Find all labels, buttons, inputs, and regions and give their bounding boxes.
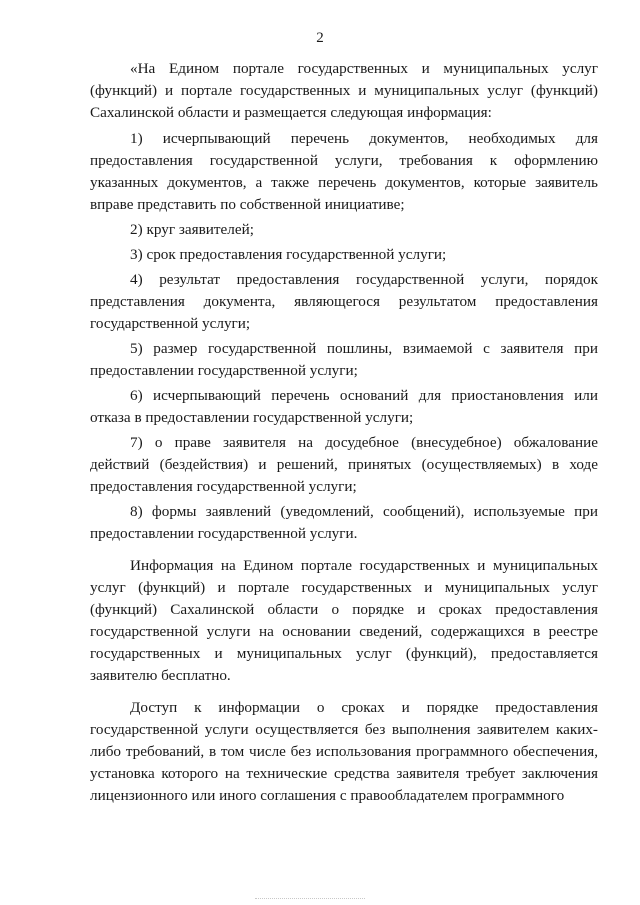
page-number: 2 bbox=[316, 30, 324, 46]
paragraph-intro: «На Едином портале государственных и муниципальных услуг (функций) и портале государственных и муниципальных услуг (функций) Сахалинской области и размещается следующая информация: bbox=[90, 60, 598, 121]
list-item-8: 8) формы заявлений (уведомлений, сообщений), используемые при предоставлении государственной услуги. bbox=[90, 503, 598, 542]
list-item-2: 2) круг заявителей; bbox=[130, 221, 254, 238]
document-body bbox=[90, 58, 598, 807]
scan-artifact bbox=[255, 898, 365, 901]
paragraph-info: Информация на Едином портале государственных и муниципальных услуг (функций) и портале государственных и муниципальных услуг (функций) Сахалинской области о порядке и сроках предоставления государственной услуги на основании сведений, содержащихся в реестре государственных и муниципальных услуг (функций), предоставляется заявителю бесплатно. bbox=[90, 557, 598, 684]
list-item-3: 3) срок предоставления государственной услуги; bbox=[130, 246, 447, 263]
list-item-5: 5) размер государственной пошлины, взимаемой с заявителя при предоставлении государственной услуги; bbox=[90, 340, 598, 379]
list-item-1: 1) исчерпывающий перечень документов, необходимых для предоставления государственной услуги, требования к оформлению указанных документов, а также перечень документов, которые заявитель вправе представить по собственной инициативе; bbox=[90, 130, 598, 213]
paragraph-access: Доступ к информации о сроках и порядке предоставления государственной услуги осуществляется без выполнения заявителем каких-либо требований, в том числе без использования программного обеспечения, установка которого на технические средства заявителя требует заключения лицензионного или иного соглашения с правообладателем программного bbox=[90, 699, 598, 804]
list-item-4: 4) результат предоставления государственной услуги, порядок представления документа, являющегося результатом предоставления государственной услуги; bbox=[90, 271, 598, 332]
list-item-7: 7) о праве заявителя на досудебное (внесудебное) обжалование действий (бездействия) и решений, принятых (осуществляемых) в ходе предоставления государственной услуги; bbox=[90, 434, 598, 495]
list-item-6: 6) исчерпывающий перечень оснований для приостановления или отказа в предоставлении государственной услуги; bbox=[90, 387, 598, 426]
